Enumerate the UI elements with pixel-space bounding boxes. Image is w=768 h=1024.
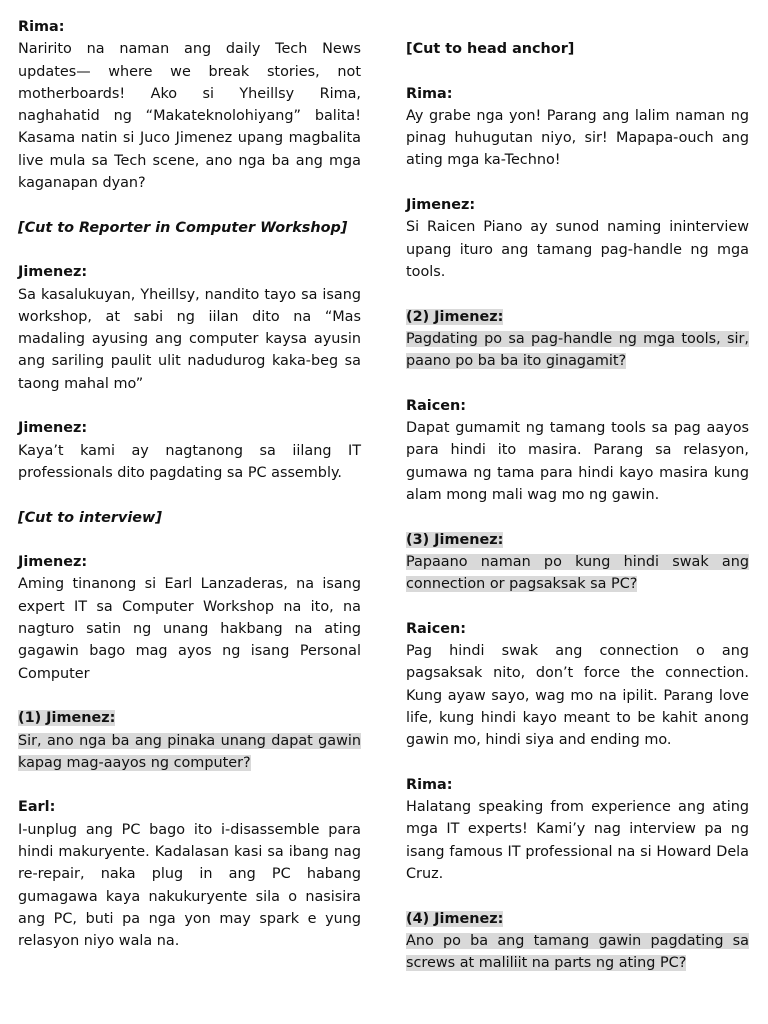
paragraph-gap bbox=[18, 395, 361, 417]
speaker-label: Rima: bbox=[18, 19, 65, 35]
dialogue-paragraph: Ay grabe nga yon! Parang ang lalim naman ng pinag huhugutan niyo, sir! Mapapa-ouch ang ating mga ka-Techno! bbox=[406, 107, 749, 169]
speaker-label: Jimenez: bbox=[18, 554, 88, 571]
question-paragraph bbox=[406, 328, 749, 373]
dialogue-paragraph: Halatang speaking from experience ang ating mga IT experts! Kami’y nag interview pa ng isang famous IT professional na si Howard Dela Cruz. bbox=[406, 799, 749, 882]
question-speaker-label bbox=[406, 306, 749, 328]
paragraph-gap bbox=[406, 60, 749, 82]
scene-cue: [Cut to head anchor] bbox=[406, 41, 575, 57]
speaker-label: Raicen: bbox=[406, 620, 467, 637]
paragraph-gap bbox=[18, 685, 361, 707]
question-speaker-label bbox=[18, 707, 361, 729]
paragraph-gap bbox=[18, 529, 361, 551]
question-paragraph bbox=[18, 730, 361, 775]
question-speaker-label bbox=[406, 908, 749, 930]
paragraph-gap bbox=[18, 194, 361, 216]
paragraph-gap bbox=[18, 239, 361, 261]
speaker-label: Rima: bbox=[406, 776, 453, 793]
highlighted-speaker-text: (1) Jimenez: bbox=[18, 710, 116, 727]
dialogue-paragraph: Dapat gumamit ng tamang tools sa pag aayos para hindi ito masira. Parang sa relasyon, gumawa ng tama para hindi kayo masira kung alam mong mali wag mo ng gawin. bbox=[406, 420, 749, 503]
speaker-label: Jimenez: bbox=[18, 264, 88, 281]
paragraph-gap bbox=[406, 885, 749, 907]
highlighted-speaker-text: (2) Jimenez: bbox=[406, 308, 504, 325]
speaker-label: Earl: bbox=[18, 799, 56, 816]
speaker-label: Rima: bbox=[406, 85, 453, 102]
speaker-label: Jimenez: bbox=[18, 420, 88, 437]
highlighted-speaker-text: (4) Jimenez: bbox=[406, 910, 504, 927]
paragraph-gap bbox=[406, 283, 749, 305]
highlighted-speaker-text: (3) Jimenez: bbox=[406, 531, 504, 548]
highlighted-question-text: Sir, ano nga ba ang pinaka unang dapat gawin kapag mag-aayos ng computer? bbox=[18, 732, 361, 771]
dialogue-paragraph: Si Raicen Piano ay sunod naming ininterview upang ituro ang tamang pag-handle ng mga tools. bbox=[406, 219, 749, 280]
dialogue-paragraph: Aming tinanong si Earl Lanzaderas, na isang expert IT sa Computer Workshop na ito, na nagturo satin ng unang hakbang na ating gagawin bago mag ayos ng isang Personal Computer bbox=[18, 576, 361, 682]
scene-cue: [Cut to Reporter in Computer Workshop] bbox=[18, 219, 348, 236]
dialogue-paragraph: Sa kasalukuyan, Yheillsy, nandito tayo sa isang workshop, at sabi ng iilan dito na “Mas madaling ayusing ang computer kaysa ayusin ang sariling paulit ulit nadudurog kaka-beg sa taong mahal mo” bbox=[18, 286, 361, 392]
paragraph-gap bbox=[406, 506, 749, 528]
speaker-label: Jimenez: bbox=[406, 197, 476, 214]
question-paragraph bbox=[406, 551, 749, 596]
paragraph-gap bbox=[406, 172, 749, 194]
question-speaker-label bbox=[406, 529, 749, 551]
highlighted-question-text: Pagdating po sa pag-handle ng mga tools, sir, paano po ba ba ito ginagamit? bbox=[406, 330, 749, 370]
paragraph-gap bbox=[18, 484, 361, 506]
highlighted-question-text: Ano po ba ang tamang gawin pagdating sa screws at maliliit na parts ng ating PC? bbox=[406, 932, 749, 972]
dialogue-paragraph: Pag hindi swak ang connection o ang pagsaksak nito, don’t force the connection. Kung ayaw sayo, wag mo na ipilit. Parang love life, kung hindi kayo meant to be kahit anong gawin mo, hindi siya and ending mo. bbox=[406, 643, 749, 749]
right-column bbox=[406, 38, 749, 974]
dialogue-paragraph: Naririto na naman ang daily Tech News updates— where we break stories, not motherboards! Ako si Yheillsy Rima, naghahatid ng “Makateknolohiyang” balita! Kasama natin si Juco Jimenez upang magbalita live mula sa Tech scene, ano nga ba ang mga kaganapan dyan? bbox=[18, 41, 361, 192]
speaker-label: Raicen: bbox=[406, 397, 467, 414]
paragraph-gap bbox=[18, 774, 361, 796]
question-paragraph bbox=[406, 930, 749, 975]
highlighted-question-text: Papaano naman po kung hindi swak ang connection or pagsaksak sa PC? bbox=[406, 553, 749, 593]
scene-cue: [Cut to interview] bbox=[18, 509, 162, 526]
dialogue-paragraph: I-unplug ang PC bago ito i-disassemble para hindi makuryente. Kadalasan kasi sa ibang nag re-repair, naka plug in ang PC habang gumagawa kaya nakukuryente sila o nasisira ang PC, buti pa nga yon may spark e yung relasyon niyo wala na. bbox=[18, 821, 361, 950]
dialogue-paragraph: Kaya’t kami ay nagtanong sa iilang IT professionals dito pagdating sa PC assembly. bbox=[18, 442, 361, 481]
left-column bbox=[18, 16, 361, 952]
paragraph-gap bbox=[406, 752, 749, 774]
paragraph-gap bbox=[406, 372, 749, 394]
paragraph-gap bbox=[406, 595, 749, 617]
